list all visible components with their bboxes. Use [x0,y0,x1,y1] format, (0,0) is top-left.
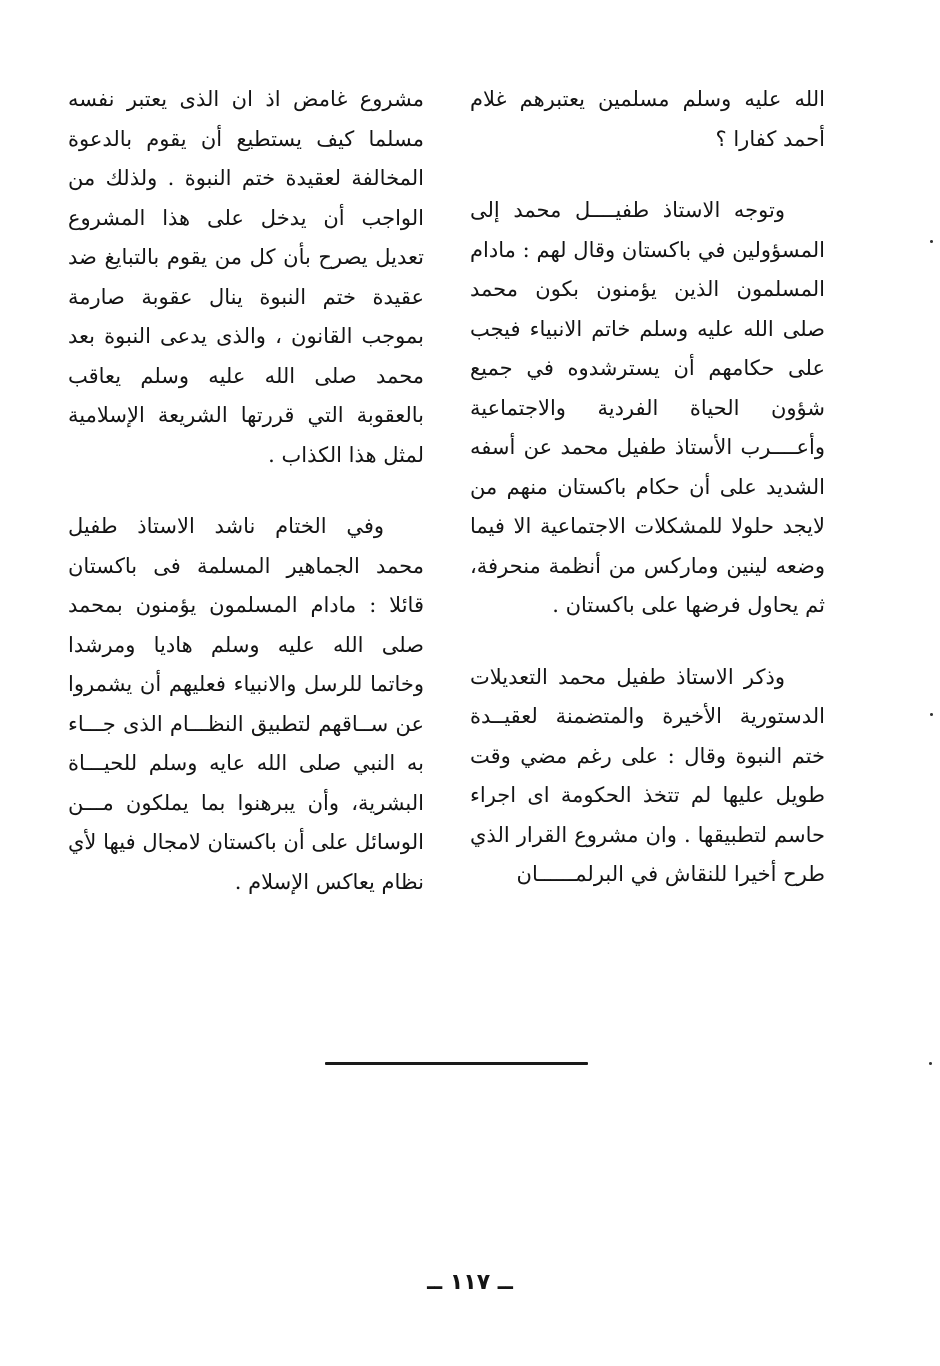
left-column [68,80,424,934]
horizontal-divider [325,1062,588,1065]
paragraph-right-1: الله عليه وسلم مسلمين يعتبرهم غلام أحمد كفارا ؟ [470,87,825,151]
paragraph-left-1: مشروع غامض اذ ان الذى يعتبر نفسه مسلما كيف يستطيع أن يقوم بالدعوة المخالفة لعقيدة ختم النبوة . ولذلك من الواجب أن يدخل على هذا المشروع تعديل يصرح بأن كل من يقوم بالتبايغ ضد عقيدة ختم النبوة ينال عقوبة صارمة بموجب القانون ، والذى يدعى النبوة بعد محمد صلى الله عليه وسلم يعاقب بالعقوبة التي قررتها الشريعة الإسلامية لمثل هذا الكذاب . [68,87,424,467]
page-number: ــ ١١٧ ــ [427,1270,513,1295]
right-column [470,80,825,927]
paragraph-right-3: وذكر الاستاذ طفيل محمد التعديلات الدستورية الأخيرة والمتضمنة لعقيــدة ختم النبوة وقال : على رغم مضي وقت طويل عليها لم تتخذ الحكومة اى اجراء حاسم لتطبيقها . وان مشروع القرار الذي طرح أخيرا للنقاش في البرلمــــــان [470,664,825,886]
scan-speck [930,713,933,716]
paragraph-right-2: وتوجه الاستاذ طفيــــل محمد إلى المسؤولين في باكستان وقال لهم : مادام المسلمون الذين يؤمنون بكون محمد صلى الله عليه وسلم خاتم الانبياء فيجب على حكامهم أن يسترشدوه في جميع شؤون الحياة الفردية والاجتماعية وأعــــرب الأستاذ طفيل محمد عن أسفه الشديد على أن حكام باكستان منهم من لايجد حلولا للمشكلات الاجتماعية الا فيما وضعه لينين وماركس من أنظمة منحرفة، ثم يحاول فرضها على باكستان . [470,198,825,617]
scan-speck [929,1062,932,1065]
paragraph-left-2: وفي الختام ناشد الاستاذ طفيل محمد الجماهير المسلمة فى باكستان قائلا : مادام المسلمون يؤمنون بمحمد صلى الله عليه وسلم هاديا ومرشدا وخاتما للرسل والانبياء فعليهم أن يشمروا عن ســاقهم لتطبيق النظـــام الذى جـــاء به النبي صلى الله عايه وسلم للحيـــاة البشرية، وأن يبرهنوا بما يملكون مـــن الوسائل على أن باكستان لامجال فيها لأي نظام يعاكس الإسلام . [68,514,424,894]
scan-speck [930,240,933,243]
